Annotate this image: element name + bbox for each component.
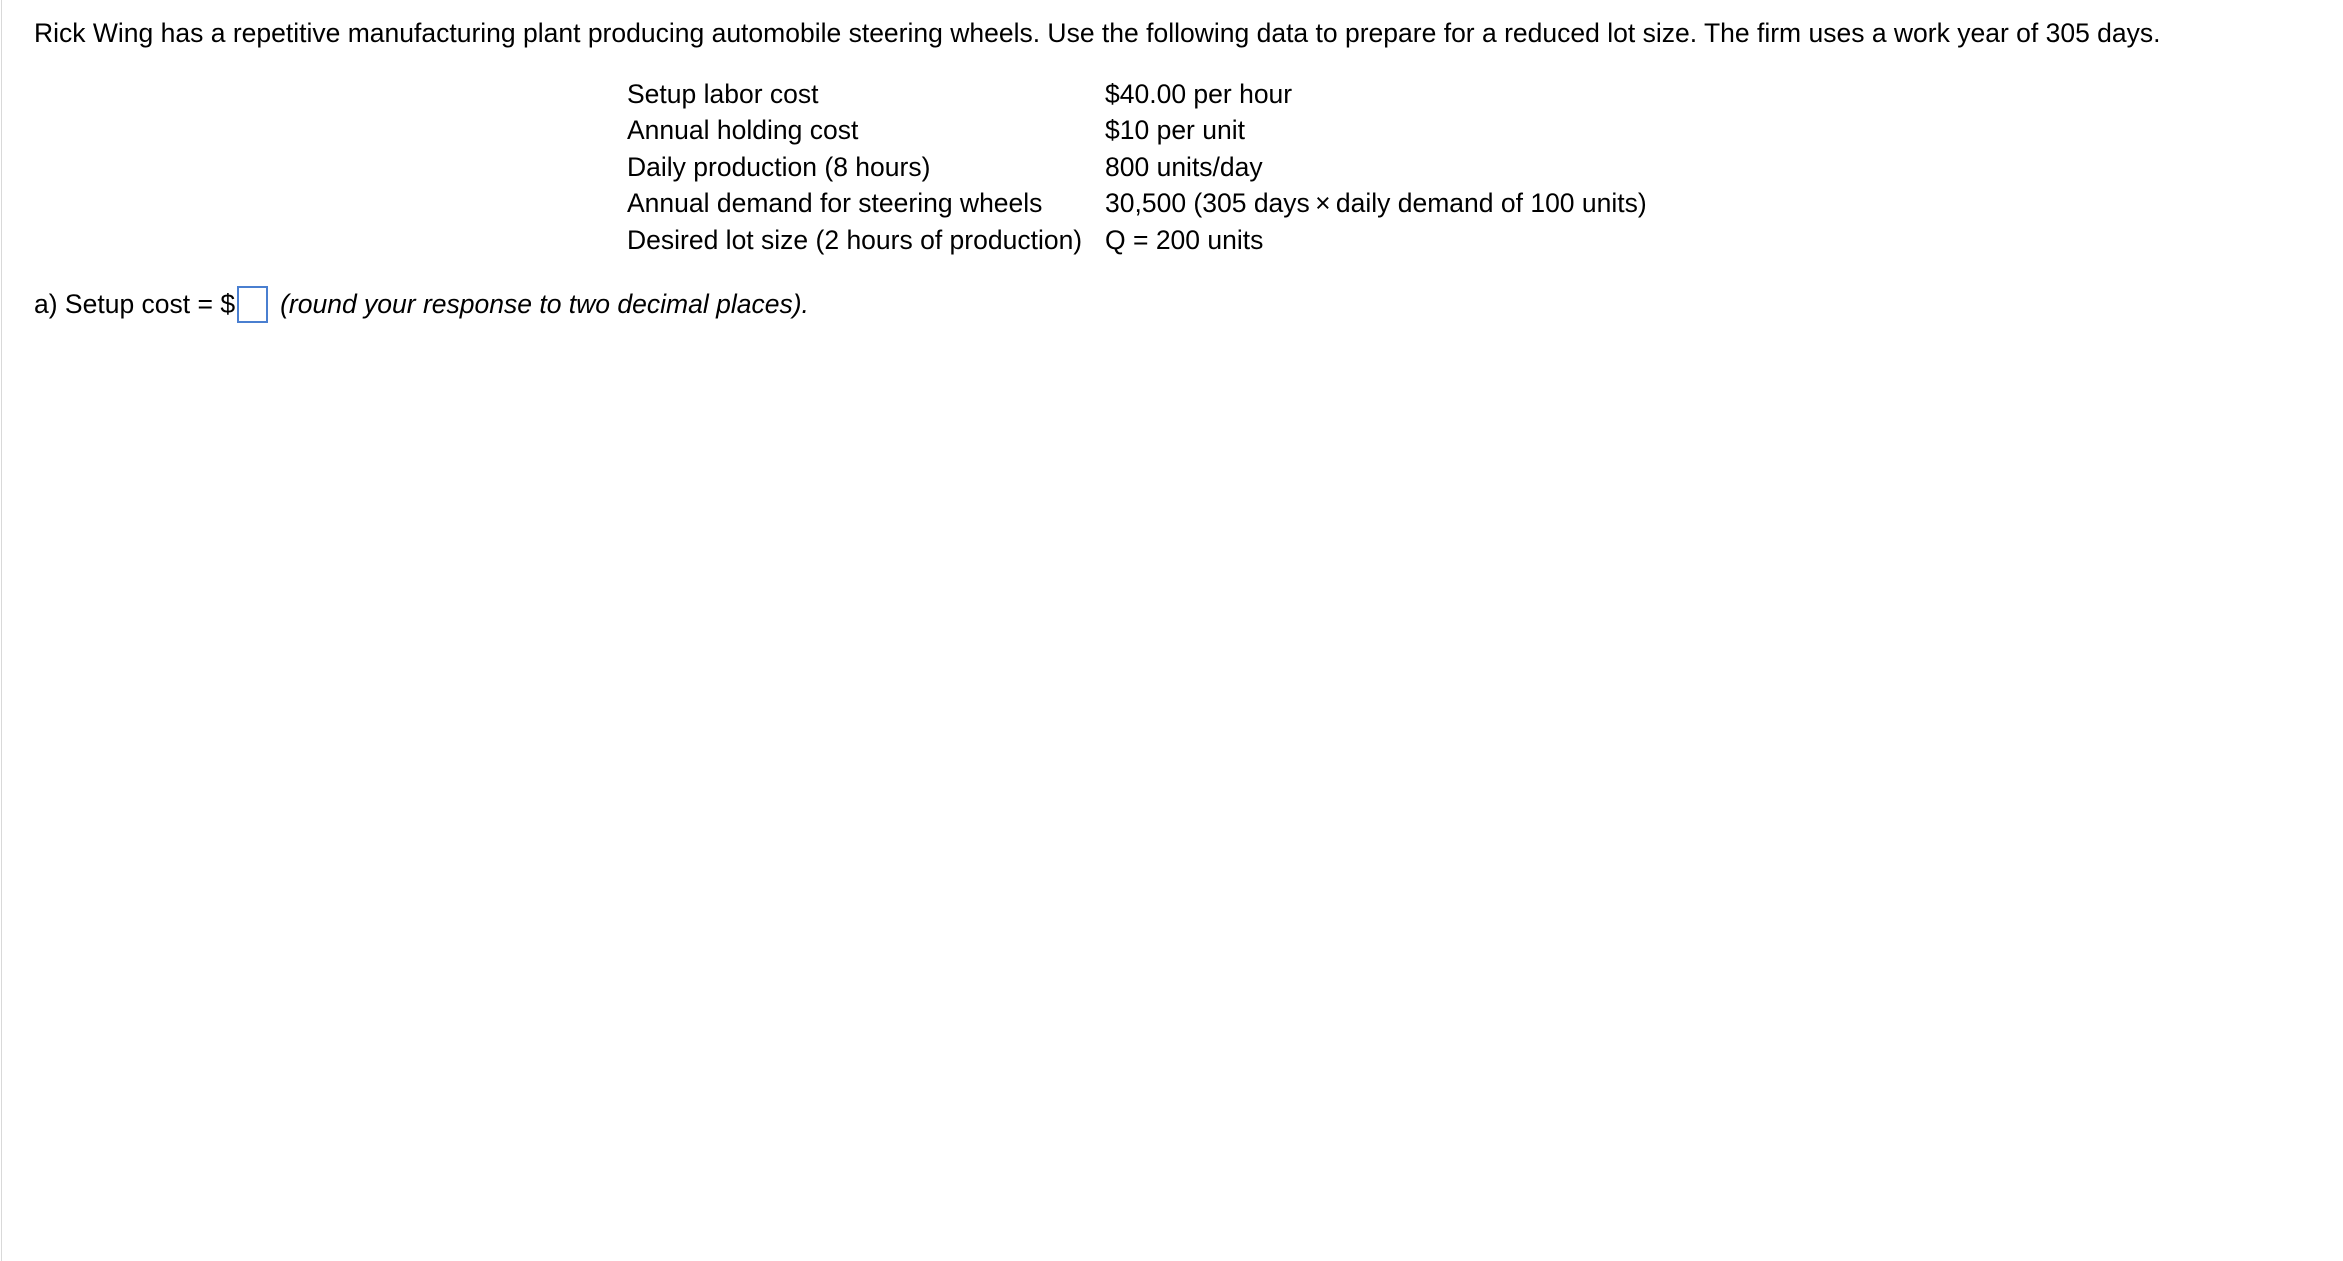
question-a xyxy=(34,284,809,324)
data-value: 800 units/day xyxy=(1105,151,1263,182)
data-label: Setup labor cost xyxy=(627,79,819,109)
data-value: $10 per unit xyxy=(1105,115,1245,146)
data-value: Q = 200 units xyxy=(1105,224,1264,255)
data-row-setup-labor-cost xyxy=(627,76,1647,112)
data-row-annual-demand xyxy=(627,185,1647,221)
setup-cost-label: a) Setup cost = $ xyxy=(34,289,236,319)
data-value: $40.00 per hour xyxy=(1105,79,1293,109)
data-label: Annual demand for steering wheels xyxy=(627,188,1043,219)
data-table xyxy=(627,76,1647,258)
data-row-daily-production xyxy=(627,149,1647,185)
data-row-annual-holding-cost xyxy=(627,112,1647,148)
left-border xyxy=(1,0,2,1261)
data-value: 30,500 (305 days × daily demand of 100 units) xyxy=(1105,188,1647,219)
rounding-hint: (round your response to two decimal places). xyxy=(280,289,809,319)
data-label: Daily production (8 hours) xyxy=(627,151,931,182)
data-row-desired-lot-size xyxy=(627,222,1647,258)
data-label: Desired lot size (2 hours of production) xyxy=(627,224,1083,255)
problem-intro: Rick Wing has a repetitive manufacturing plant producing automobile steering wheels. Use the following data to prepare for a reduced lot size. The firm uses a work year of 305 days. xyxy=(34,18,2161,48)
setup-cost-answer-input[interactable] xyxy=(237,286,268,323)
data-label: Annual holding cost xyxy=(627,115,859,146)
